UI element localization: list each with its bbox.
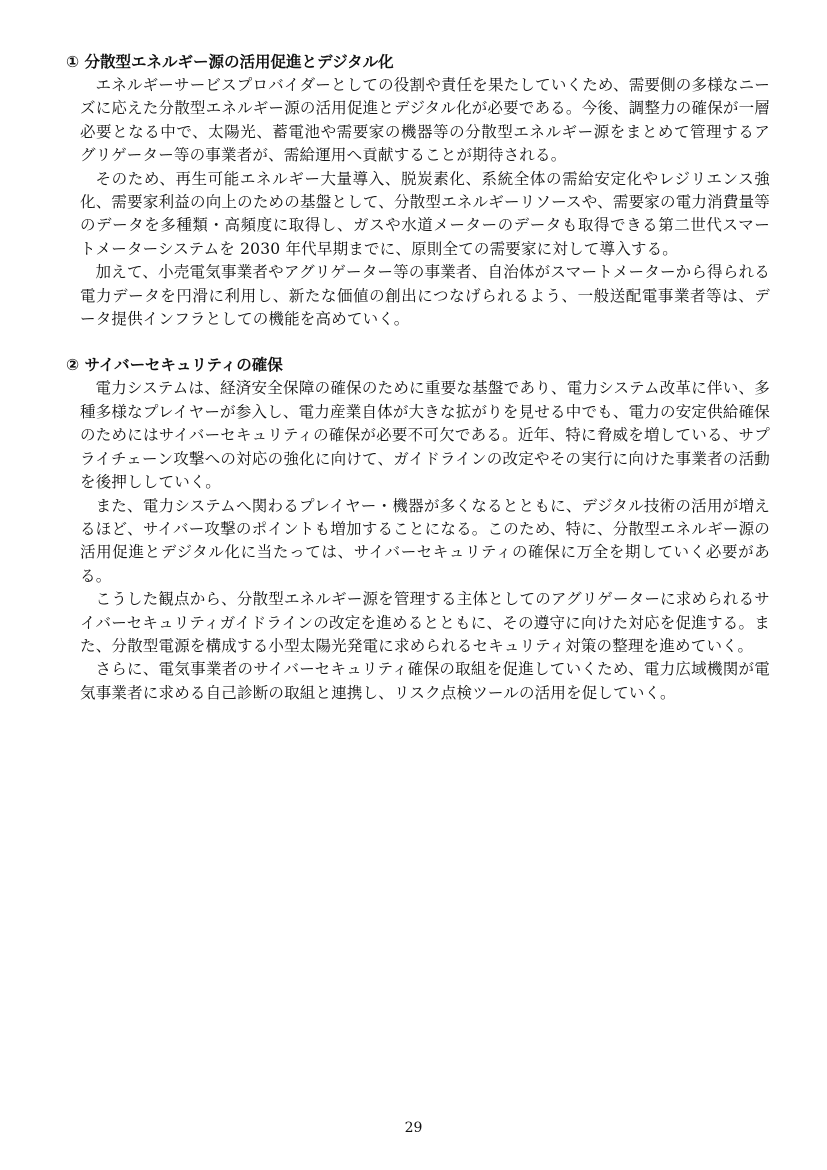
page-body xyxy=(66,50,771,705)
section-heading: ② サイバーセキュリティの確保 xyxy=(66,356,283,375)
paragraph: そのため、再生可能エネルギー大量導入、脱炭素化、系統全体の需給安定化やレジリエンス強化、需要家利益の向上のための基盤として、分散型エネルギーリソースや、需要家の電力消費量等のデータを多種類・高頻度に取得し、ガスや水道メーターのデータも取得できる第二世代スマートメーターシステムを 2030 年代早期までに、原則全ての需要家に対して導入する。 xyxy=(80,169,770,258)
section-spacer xyxy=(80,331,770,353)
paragraph: エネルギーサービスプロバイダーとしての役割や責任を果たしていくため、需要側の多様なニーズに応えた分散型エネルギー源の活用促進とデジタル化が必要である。今後、調整力の確保が一層必要となる中で、太陽光、蓄電池や需要家の機器等の分散型エネルギー源をまとめて管理するアグリゲーター等の事業者が、需給運用へ貢献することが期待される。 xyxy=(80,76,770,165)
paragraph: さらに、電気事業者のサイバーセキュリティ確保の取組を促進していくため、電力広域機関が電気事業者に求める自己診断の取組と連携し、リスク点検ツールの活用を促していく。 xyxy=(80,660,770,702)
paragraph: 加えて、小売電気事業者やアグリゲーター等の事業者、自治体がスマートメーターから得られる電力データを円滑に利用し、新たな価値の創出につなげられるよう、一般送配電事業者等は、データ提供インフラとしての機能を高めていく。 xyxy=(80,263,770,329)
paragraph: こうした観点から、分散型エネルギー源を管理する主体としてのアグリゲーターに求められるサイバーセキュリティガイドラインの改定を進めるとともに、その遵守に向けた対応を促進する。また、分散型電源を構成する小型太陽光発電に求められるセキュリティ対策の整理を進めていく。 xyxy=(80,590,771,655)
page-number: 29 xyxy=(404,1120,423,1136)
section-cybersecurity xyxy=(66,353,771,705)
section-distributed-energy xyxy=(66,50,770,331)
section-heading: ① 分散型エネルギー源の活用促進とデジタル化 xyxy=(66,53,394,71)
paragraph: また、電力システムへ関わるプレイヤー・機器が多くなるとともに、デジタル技術の活用が増えるほど、サイバー攻撃のポイントも増加することになる。このため、特に、分散型エネルギー源の活用促進とデジタル化に当たっては、サイバーセキュリティの確保に万全を期していく必要がある。 xyxy=(80,496,770,585)
paragraph: 電力システムは、経済安全保障の確保のために重要な基盤であり、電力システム改革に伴い、多種多様なプレイヤーが参入し、電力産業自体が大きな拡がりを見せる中でも、電力の安定供給確保のためにはサイバーセキュリティの確保が必要不可欠である。近年、特に脅威を増している、サプライチェーン攻撃への対応の強化に向けて、ガイドラインの改定やその実行に向けた事業者の活動を後押ししていく。 xyxy=(80,379,770,492)
